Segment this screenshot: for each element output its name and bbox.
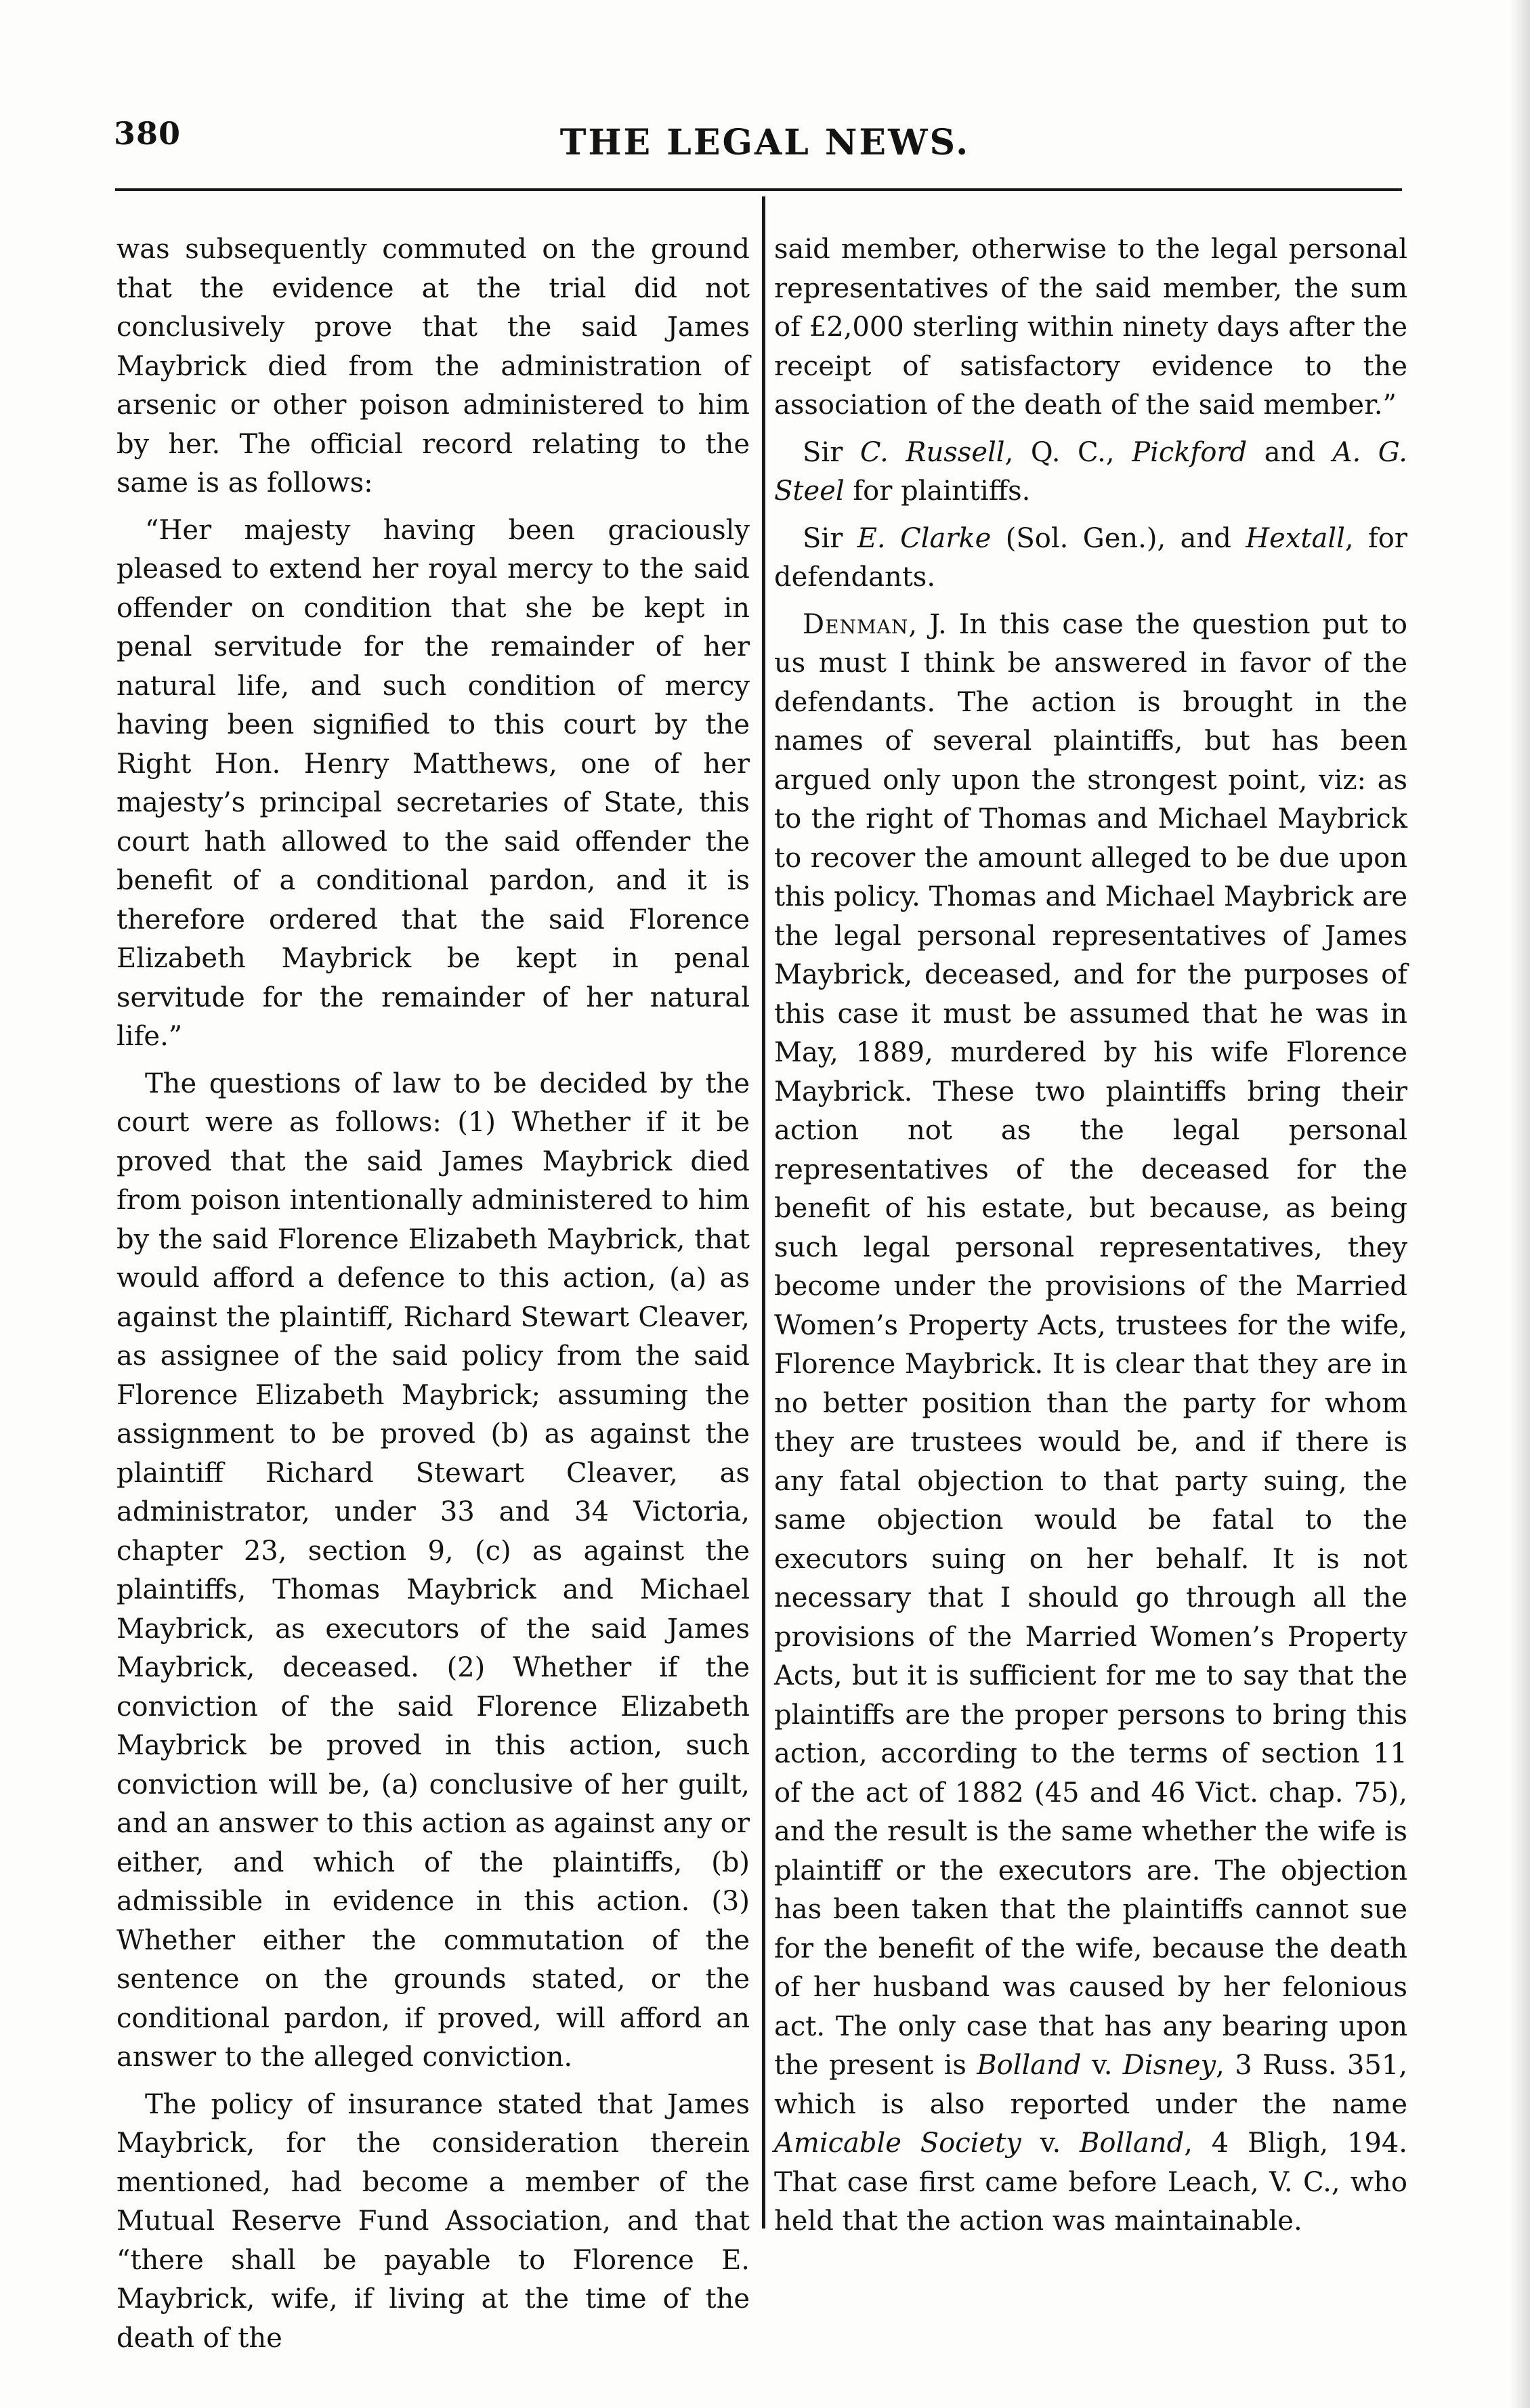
- counsel-name: Pickford: [1132, 436, 1248, 468]
- counsel-text: , for defendants.: [774, 522, 1408, 593]
- counsel-name: C. Russell: [859, 436, 1005, 468]
- judgment-text: , 4 Bligh, 194. That case first came before Leach, V. C., who held that the action was maintainable.: [774, 2128, 1408, 2237]
- judgment-text: , 3 Russ. 351, which is also reported under the name: [774, 2050, 1407, 2120]
- paragraph-judgment: [774, 606, 1407, 2241]
- case-name: Bolland: [977, 2050, 1082, 2081]
- header-rule: [115, 188, 1402, 191]
- paragraph-policy-continuation: said member, otherwise to the legal personal representatives of the said member, the sum of £2,000 sterling within ninety days after the receipt of satisfactory evidence to the association of the death of the said member.”: [774, 234, 1407, 421]
- counsel-text: for plaintiffs.: [844, 476, 1031, 507]
- page-number: 380: [114, 115, 182, 152]
- judgment-text: In this case the question put to us must I think be answered in favor of the defendants. The action is brought in the names of several plaintiffs, but has been argued only upon the strongest point, viz: as to the right of Thomas and Michael Maybrick to recover the amount alleged to be due upon this policy. Thomas and Michael Maybrick are the legal personal representatives of James Maybrick, deceased, and for the purposes of this case it must be assumed that he was in May, 1889, murdered by his wife Florence Maybrick. These two plaintiffs bring their action not as the legal personal representatives of the deceased for the benefit of his estate, but because, as being such legal personal representatives, they become under the provisions of the Married Women’s Property Acts, trustees for the wife, Florence Maybrick. It is clear that they are in no better position than the party for whom they are trustees would be, and if there is any fatal objection to that party suing, the same objection would be fatal to the executors suing on her behalf. It is not necessary that I should go through all the provisions of the Married Women’s Property Acts, but it is sufficient for me to say that the plaintiffs are the proper persons to bring this action, according to the terms of section 11 of the act of 1882 (45 and 46 Vict. chap. 75), and the result is the same whether the wife is plaintiff or the executors are. The objection has been taken that the plaintiffs cannot sue for the benefit of the wife, because the death of her husband was caused by her felonious act. The only case that has any bearing upon the present is: [774, 608, 1407, 2081]
- counsel-name: A. G. Steel: [774, 436, 1407, 507]
- case-versus: v.: [1081, 2050, 1123, 2081]
- right-column: [774, 230, 1407, 2249]
- paragraph-official-record-quote: “Her majesty having been graciously pleased to extend her royal mercy to the said offender on condition that she be kept in penal servitude for the remainder of her natural life, and such condition of mercy having been signified to this court by the Right Hon. Henry Matthews, one of her majesty’s principal secretaries of State, this court hath allowed to the said offender the benefit of a conditional pardon, and it is therefore ordered that the said Florence Elizabeth Maybrick be kept in penal servitude for the remainder of her natural life.”: [116, 514, 750, 1052]
- judge-suffix: , J.: [908, 608, 947, 640]
- case-name: Amicable Society: [774, 2128, 1021, 2159]
- counsel-text: (Sol. Gen.), and: [991, 522, 1246, 554]
- paragraph-counsel-defendants: [774, 520, 1407, 597]
- counsel-name: E. Clarke: [857, 522, 992, 554]
- case-name: Bolland: [1079, 2128, 1185, 2159]
- paragraph-questions-of-law: The questions of law to be decided by the court were as follows: (1) Whether if it be proved that the said James Maybrick died from poison intentionally administered to him by the said Florence Elizabeth Maybrick, that would afford a defence to this action, (a) as against the plaintiff, Richard Stewart Cleaver, as assignee of the said policy from the said Florence Elizabeth Maybrick; assuming the assignment to be proved (b) as against the plaintiff Richard Stewart Cleaver, as administrator, under 33 and 34 Victoria, chapter 23, section 9, (c) as against the plaintiffs, Thomas Maybrick and Michael Maybrick, as executors of the said James Maybrick, deceased. (2) Whether if the conviction of the said Florence Elizabeth Maybrick be proved in this action, such conviction will be, (a) conclusive of her guilt, and an answer to this action as against any or either, and which of the plaintiffs, (b) admissible in evidence in this action. (3) Whether either the commutation of the sentence on the grounds stated, or the conditional pardon, if proved, will afford an answer to the alleged conviction.: [116, 1068, 750, 2073]
- paragraph-counsel-plaintiffs: [774, 434, 1407, 511]
- page-edge-shadow: [1510, 0, 1530, 2408]
- running-head-title: THE LEGAL NEWS.: [559, 122, 971, 163]
- paragraph-policy-of-insurance: The policy of insurance stated that James Maybrick, for the consideration therein mentioned, had become a member of the Mutual Reserve Fund Association, and that “there shall be payable to Florence E. Maybrick, wife, if living at the time of the death of the: [116, 2088, 750, 2354]
- counsel-name: Hextall: [1246, 522, 1345, 554]
- left-column: [116, 230, 750, 2366]
- counsel-prefix: Sir: [803, 522, 857, 554]
- judge-name: Denman: [803, 608, 909, 640]
- counsel-text: and: [1247, 436, 1333, 468]
- case-name: Disney: [1122, 2050, 1216, 2081]
- case-versus: v.: [1021, 2128, 1080, 2159]
- counsel-text: , Q. C.,: [1004, 436, 1132, 468]
- column-divider: [762, 196, 765, 2229]
- paragraph-continuation: was subsequently commuted on the ground that the evidence at the trial did not conclusively prove that the said James Maybrick died from the administration of arsenic or other poison administered to him by her. The official record relating to the same is as follows:: [116, 234, 750, 499]
- counsel-prefix: Sir: [803, 436, 860, 468]
